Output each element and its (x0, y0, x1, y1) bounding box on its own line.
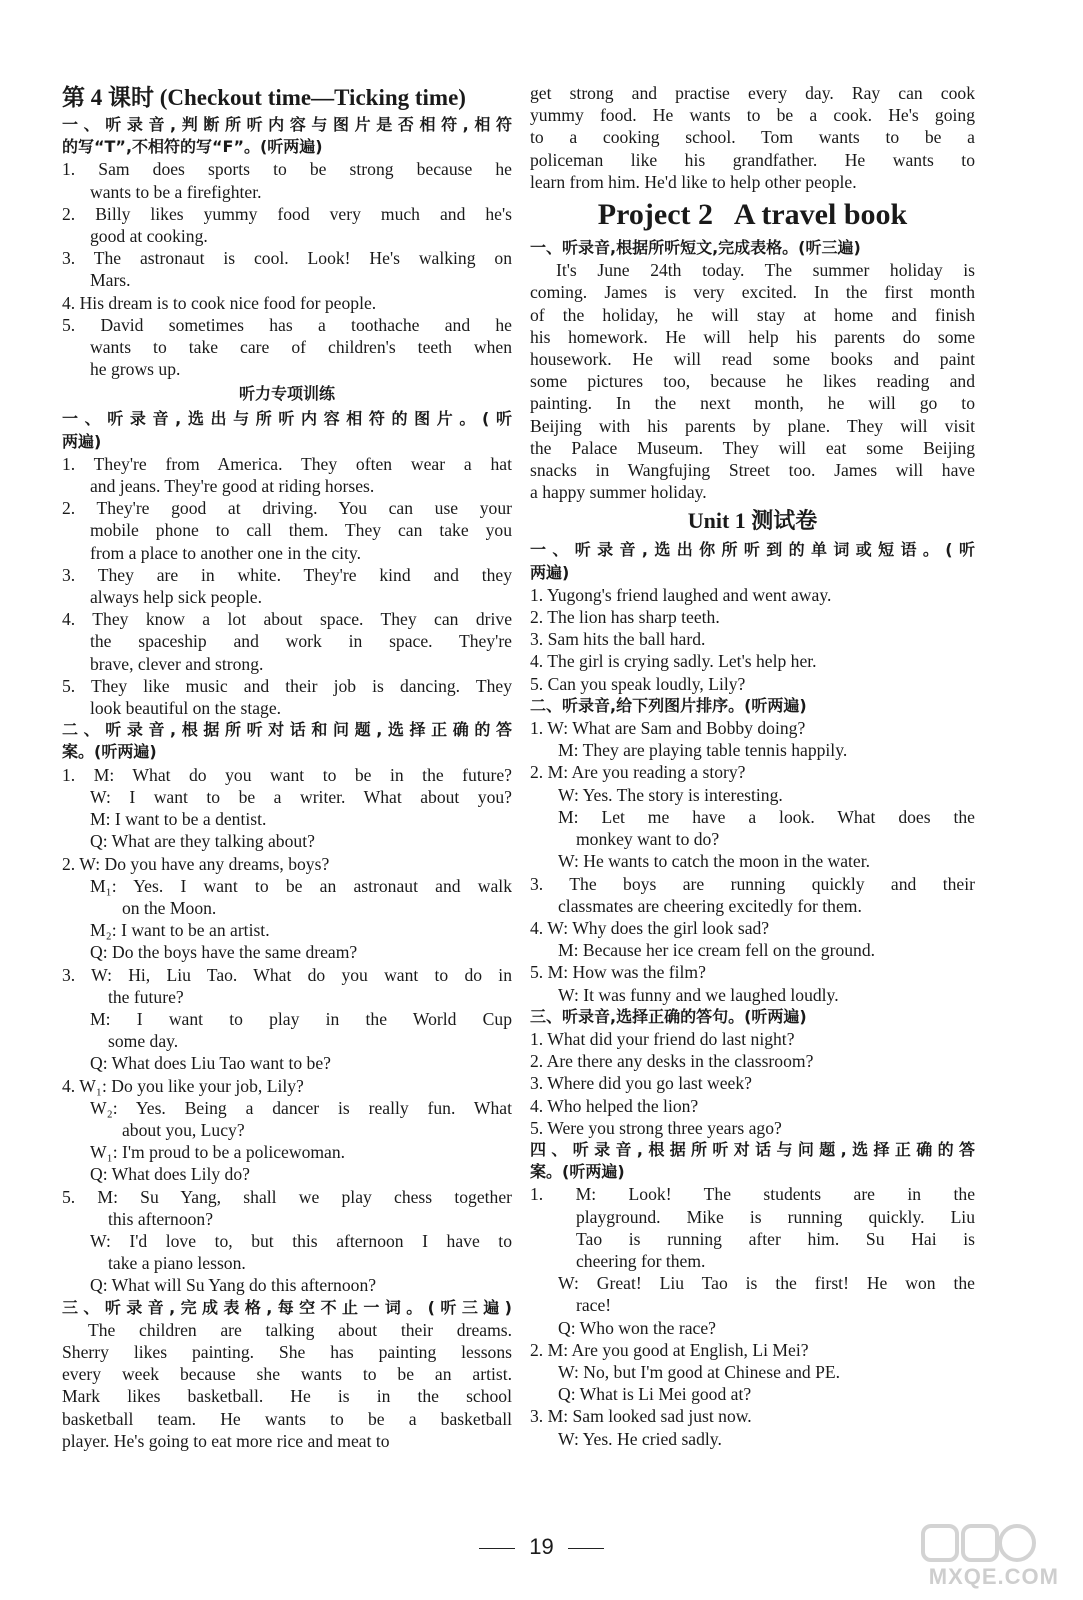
project-title: Project 2 A travel book (597, 198, 908, 232)
passage-line: housework. He will read some books and paint (530, 349, 975, 370)
dialogue-line: M₁: Yes. I want to be an astronaut and walk (90, 875, 512, 896)
dialogue-line: cheering for them. (576, 1250, 706, 1271)
section-title-line: 一、听录音,选出与所听内容相符的图片。(听 (62, 409, 512, 429)
watermark (829, 1520, 1059, 1590)
dialogue-line: W: I'd love to, but this afternoon I have to (90, 1230, 512, 1251)
u2-dialogues (530, 717, 975, 1006)
dialogue-line: 3. W: Hi, Liu Tao. What do you want to do in (62, 964, 512, 985)
section-title-line: 一、听录音,选出你所听到的单词或短语。(听 (530, 540, 975, 560)
dialogue-line: W: No, but I'm good at Chinese and PE. (558, 1361, 841, 1382)
passage-line: painting. In the next month, he will go to (530, 393, 975, 414)
dialogue-line: W: Yes. He cried sadly. (558, 1428, 722, 1449)
question-item: 4. Who helped the lion? (530, 1095, 699, 1116)
question-item: 3. Where did you go last week? (530, 1073, 752, 1094)
passage-line: get strong and practise every day. Ray can cook (530, 83, 975, 103)
section-title-line: 案。(听两遍) (62, 742, 157, 762)
question-item: mobile phone to call them. They can take you (90, 520, 512, 541)
question-item: and jeans. They're good at riding horses. (90, 476, 375, 497)
dialogue-line: on the Moon. (122, 897, 217, 918)
dialogue-line: 1. M: Look! The students are in the (530, 1184, 975, 1205)
dialogue-line: 3. The boys are running quickly and their (530, 873, 975, 894)
question-item: 3. The astronaut is cool. Look! He's walking on (62, 248, 512, 269)
dialogue-line: Q: What does Liu Tao want to be? (90, 1053, 331, 1074)
dialogue-line: 2. W: Do you have any dreams, boys? (62, 853, 330, 874)
watermark-text: MXQE.COM (928, 1564, 1059, 1589)
passage-line: some pictures too, because he likes reading and (530, 371, 975, 392)
dialogue-line: 2. M: Are you good at English, Li Mei? (530, 1339, 809, 1360)
page-number-text: 19 (529, 1534, 554, 1559)
dialogue-line: take a piano lesson. (108, 1253, 246, 1274)
question-item: look beautiful on the stage. (90, 698, 282, 719)
passage-line: It's June 24th today. The summer holiday is (556, 260, 975, 281)
u3-title: 三、听录音,选择正确的答句。(听两遍) (530, 1006, 807, 1026)
t2-dialogues (62, 764, 512, 1297)
u2-title: 二、听录音,给下列图片排序。(听两遍) (530, 695, 807, 715)
u1-items (530, 584, 975, 695)
u4-title (530, 1139, 975, 1183)
p1-title: 一、听录音,根据所听短文,完成表格。(听三遍) (530, 238, 861, 258)
question-item: wants to be a firefighter. (90, 181, 262, 202)
question-item: 4. His dream is to cook nice food for people. (62, 292, 377, 313)
left-column (62, 82, 512, 1452)
passage-line: yummy food. He wants to be a cook. He's going (530, 105, 975, 126)
watermark-logo-icon (919, 1520, 1039, 1566)
dialogue-line: Q: What is Li Mei good at? (558, 1384, 752, 1405)
passage-line: the Palace Museum. They will eat some Beijing (530, 437, 975, 458)
passage-line: every week because she wants to be an artist. (62, 1364, 512, 1385)
dialogue-line: 2. M: Are you reading a story? (530, 762, 746, 783)
section-title-line: 案。(听两遍) (530, 1162, 625, 1182)
dialogue-line: W: Yes. The story is interesting. (558, 784, 783, 805)
dialogue-line: 5. M: How was the film? (530, 962, 706, 983)
question-item: 5. Were you strong three years ago? (530, 1117, 782, 1138)
passage-line: Mark likes basketball. He is in the school (62, 1386, 512, 1407)
question-item: 2. Are there any desks in the classroom? (530, 1051, 814, 1072)
passage-line: learn from him. He'd like to help other people. (530, 171, 857, 192)
passage-line: basketball team. He wants to be a basketball (62, 1408, 512, 1429)
section-title-line: 两遍) (530, 562, 570, 582)
question-item: 1. What did your friend do last night? (530, 1028, 795, 1049)
passage-line: a happy summer holiday. (530, 482, 707, 503)
question-item: Mars. (90, 270, 131, 291)
dialogue-line: M: They are playing table tennis happily. (558, 740, 848, 761)
question-item: 2. They're good at driving. You can use your (62, 498, 512, 519)
t3-passage-continued (530, 82, 975, 193)
section-title-line: 的写“T”,不相符的写“F”。(听两遍) (62, 137, 323, 157)
dialogue-line: W: He wants to catch the moon in the water. (558, 851, 871, 872)
question-item: the spaceship and work in space. They're (90, 631, 512, 652)
passage-line: coming. James is very excited. In the first month (530, 282, 975, 303)
passage-line: snacks in Wangfujing Street too. James will have (530, 460, 975, 481)
dialogue-line: Q: Who won the race? (558, 1317, 716, 1338)
dialogue-line: about you, Lucy? (122, 1119, 245, 1140)
question-item: 5. They like music and their job is dancing. They (62, 675, 512, 696)
dialogue-line: W: Great! Liu Tao is the first! He won the (558, 1273, 975, 1294)
t1-title (62, 408, 512, 452)
question-item: 2. The lion has sharp teeth. (530, 607, 720, 628)
training-title: 听力专项训练 (238, 384, 335, 404)
passage-line: his homework. He will help his parents do some (530, 326, 975, 347)
p1-passage (530, 259, 975, 503)
dialogue-line: some day. (108, 1031, 179, 1052)
s1-items (62, 158, 512, 380)
passage-line: to a cooking school. Tom wants to be a (530, 127, 975, 148)
question-item: always help sick people. (90, 587, 262, 608)
question-item: good at cooking. (90, 226, 208, 247)
dialogue-line: playground. Mike is running quickly. Liu (576, 1206, 975, 1227)
dialogue-line: W: It was funny and we laughed loudly. (558, 984, 839, 1005)
question-item: 2. Billy likes yummy food very much and he's (62, 203, 512, 224)
dialogue-line: race! (576, 1295, 612, 1316)
question-item: 1. Yugong's friend laughed and went away. (530, 584, 832, 605)
question-item: 4. They know a lot about space. They can drive (62, 609, 512, 630)
dialogue-line: M: I want to play in the World Cup (90, 1008, 512, 1029)
section-title-line: 四、听录音,根据所听对话与问题,选择正确的答 (530, 1139, 975, 1159)
page-number-dash (568, 1548, 604, 1549)
dialogue-line: this afternoon? (108, 1208, 214, 1229)
u4-dialogues (530, 1183, 975, 1449)
passage-line: of the holiday, he will stay at home and finish (530, 304, 975, 325)
question-item: from a place to another one in the city. (90, 542, 361, 563)
section-title-line: 一、听录音,判断所听内容与图片是否相符,相符 (62, 115, 512, 134)
unit-title: Unit 1 测试卷 (687, 508, 818, 534)
question-item: 5. Can you speak loudly, Lily? (530, 673, 746, 694)
section-title-line: 二、听录音,根据所听对话和问题,选择正确的答 (62, 720, 512, 740)
dialogue-line: monkey want to do? (576, 829, 720, 850)
u3-items (530, 1028, 975, 1139)
question-item: 1. Sam does sports to be strong because he (62, 159, 512, 180)
s1-title (62, 114, 512, 158)
dialogue-line: W: I want to be a writer. What about you? (90, 786, 512, 807)
section-title-line: 两遍) (62, 431, 102, 451)
dialogue-line: 3. M: Sam looked sad just now. (530, 1406, 752, 1427)
right-column (530, 82, 975, 1450)
dialogue-line: 1. M: What do you want to be in the future? (62, 764, 512, 785)
passage-line: player. He's going to eat more rice and meat to (62, 1430, 390, 1451)
t3-title: 三、听录音,完成表格,每空不止一词。(听三遍) (62, 1297, 512, 1317)
dialogue-line: 4. W: Why does the girl look sad? (530, 917, 770, 938)
passage-line: policeman like his grandfather. He wants to (530, 149, 975, 170)
passage-line: Beijing with his parents by plane. They will visit (530, 415, 975, 436)
dialogue-line: M₂: I want to be an artist. (90, 920, 270, 941)
page-number-dash (479, 1548, 515, 1549)
lesson-title: 第 4 课时 (Checkout time—Ticking time) (62, 85, 466, 110)
dialogue-line: Q: What will Su Yang do this afternoon? (90, 1275, 377, 1296)
u1-title (530, 539, 975, 583)
dialogue-line: Q: Do the boys have the same dream? (90, 942, 358, 963)
question-item: 5. David sometimes has a toothache and he (62, 314, 512, 335)
dialogue-line: Q: What are they talking about? (90, 831, 315, 852)
t1-items (62, 453, 512, 719)
dialogue-line: the future? (108, 986, 184, 1007)
question-item: he grows up. (90, 359, 181, 380)
t2-title (62, 719, 512, 763)
dialogue-line: classmates are cheering excitedly for them. (558, 895, 862, 916)
dialogue-line: Tao is running after him. Su Hai is (576, 1228, 975, 1249)
question-item: 4. The girl is crying sadly. Let's help her. (530, 651, 817, 672)
dialogue-line: 1. W: What are Sam and Bobby doing? (530, 718, 806, 739)
dialogue-line: M: Because her ice cream fell on the ground. (558, 940, 876, 961)
question-item: brave, clever and strong. (90, 653, 264, 674)
dialogue-line: 5. M: Su Yang, shall we play chess together (62, 1186, 512, 1207)
passage-line: Sherry likes painting. She has painting lessons (62, 1341, 512, 1362)
question-item: wants to take care of children's teeth when (90, 337, 512, 358)
question-item: 1. They're from America. They often wear a hat (62, 453, 512, 474)
dialogue-line: W₂: Yes. Being a dancer is really fun. What (90, 1097, 512, 1118)
dialogue-line: W₁: I'm proud to be a policewoman. (90, 1142, 346, 1163)
dialogue-line: M: I want to be a dentist. (90, 809, 267, 830)
dialogue-line: 4. W₁: Do you like your job, Lily? (62, 1075, 304, 1096)
question-item: 3. They are in white. They're kind and they (62, 564, 512, 585)
t3-passage (62, 1319, 512, 1452)
dialogue-line: M: Let me have a look. What does the (558, 806, 975, 827)
dialogue-line: Q: What does Lily do? (90, 1164, 250, 1185)
passage-line: The children are talking about their dreams. (88, 1319, 512, 1340)
question-item: 3. Sam hits the ball hard. (530, 629, 706, 650)
